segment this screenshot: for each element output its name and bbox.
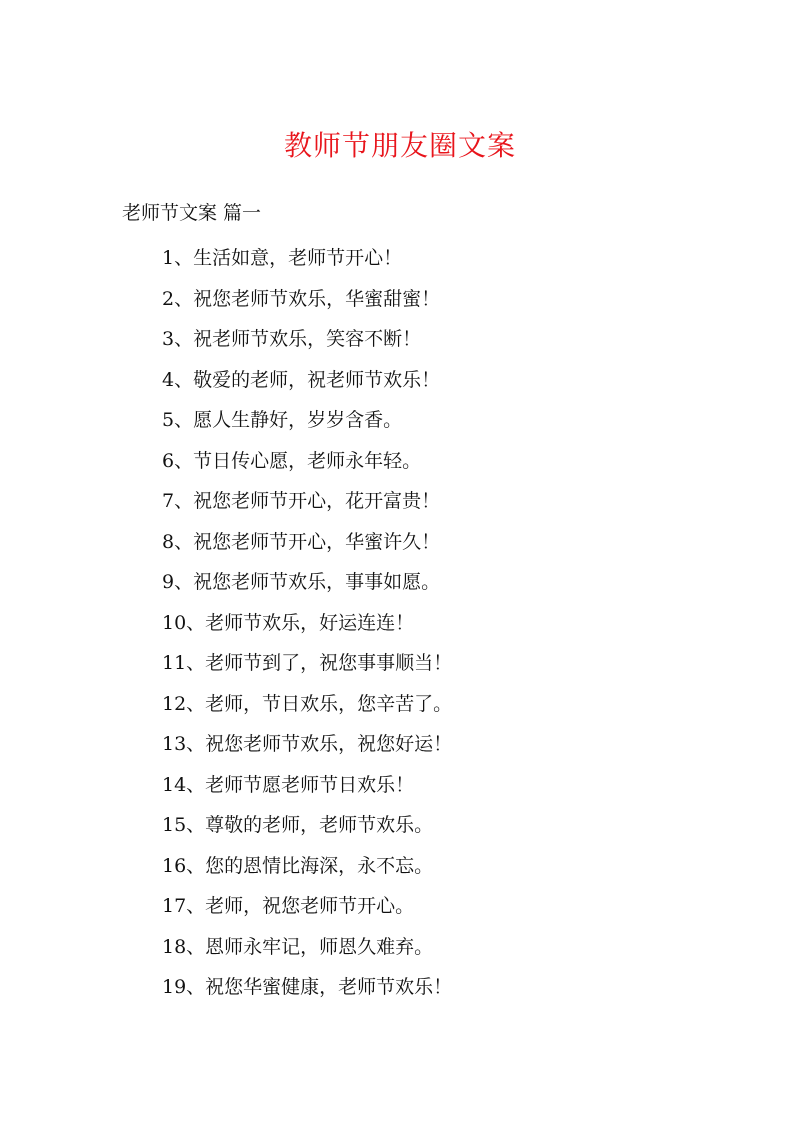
- list-item: 10、老师节欢乐，好运连连！: [162, 611, 415, 634]
- list-item: 12、老师，节日欢乐，您辛苦了。: [162, 692, 453, 715]
- list-item: 16、您的恩情比海深，永不忘。: [162, 854, 434, 877]
- list-item: 11、老师节到了，祝您事事顺当！: [162, 652, 453, 674]
- list-item: 1、生活如意，老师节开心！: [162, 247, 403, 269]
- list-item: 8、祝您老师节开心，华蜜许久！: [162, 530, 441, 553]
- list-item: 6、节日传心愿，老师永年轻。: [162, 449, 422, 472]
- list-item: 13、祝您老师节欢乐，祝您好运！: [162, 733, 453, 755]
- list-item: 14、老师节愿老师节日欢乐！: [162, 773, 415, 796]
- wish-list: [162, 244, 452, 1014]
- section-heading: 老师节文案 篇一: [122, 202, 262, 224]
- list-item: 18、恩师永牢记，师恩久难弃。: [162, 935, 434, 958]
- document-title: 教师节朋友圈文案: [283, 129, 516, 162]
- list-item: 3、祝老师节欢乐，笑容不断！: [162, 328, 422, 350]
- list-item: 2、祝您老师节欢乐，华蜜甜蜜！: [162, 287, 441, 310]
- list-item: 4、敬爱的老师，祝老师节欢乐！: [162, 368, 441, 391]
- list-item: 5、愿人生静好，岁岁含香。: [162, 409, 403, 431]
- list-item: 7、祝您老师节开心，花开富贵！: [162, 490, 441, 512]
- list-item: 9、祝您老师节欢乐，事事如愿。: [162, 571, 441, 593]
- list-item: 15、尊敬的老师，老师节欢乐。: [162, 814, 434, 836]
- list-item: 19、祝您华蜜健康，老师节欢乐！: [162, 976, 453, 998]
- list-item: 17、老师，祝您老师节开心。: [162, 895, 415, 917]
